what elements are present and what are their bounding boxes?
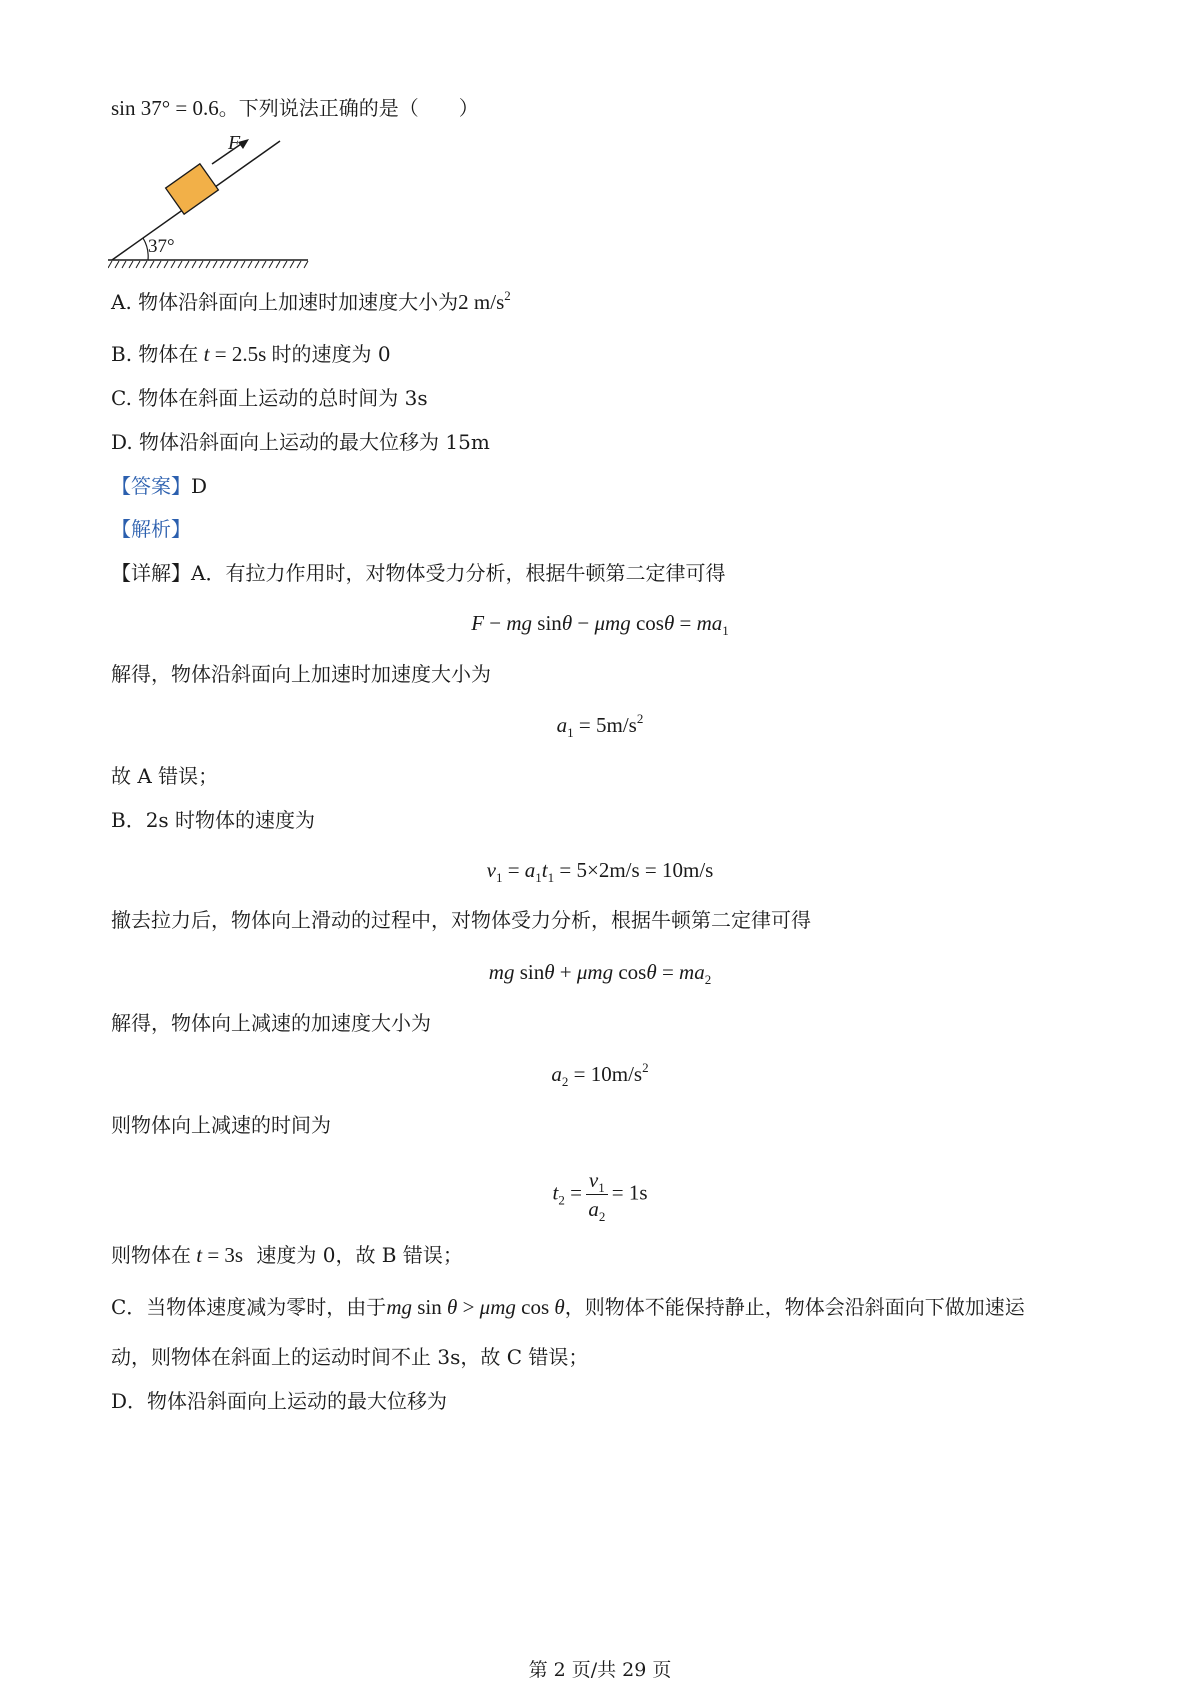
answer-line (111, 472, 207, 500)
option-a: A. 物体沿斜面向上加速时加速度大小为2 $m/s^2$ (111, 288, 511, 314)
detail-intro: A．有拉力作用时，对物体受力分析，根据牛顿第二定律可得 (191, 561, 726, 585)
b-intro-text: B．2s 时物体的速度为 (111, 808, 316, 832)
equation-a1: $a_1 = 5m/s^2$ (556, 711, 644, 740)
equation-newton-2: mg sinθ + μmg $\cos\theta = ma_2$ (488, 960, 712, 987)
a-wrong-text: 故 A 错误； (111, 764, 219, 788)
answer-label: 【答案】 (111, 474, 191, 498)
solve-a1-text: 解得，物体沿斜面向上加速时加速度大小为 (111, 662, 491, 686)
c-analysis-cont: 动，则物体在斜面上的运动时间不止 3s，故 C 错误； (111, 1345, 589, 1369)
equation-t2: $t_2$ = $\frac{v_1}{a_2}$ = 1s (552, 1168, 648, 1224)
angle-label: 37° (148, 236, 175, 257)
option-d: D. 物体沿斜面向上运动的最大位移为 15m (111, 430, 490, 454)
answer-value: D (191, 474, 208, 498)
question-intro (111, 94, 479, 122)
option-a-value: 2 $m/s^2$ (458, 288, 511, 314)
b-conclusion-time: t = 3s (196, 1243, 249, 1267)
intro-text: 。下列说法正确的是（ ） (218, 96, 479, 120)
option-b-time: t = 2.5s (203, 342, 272, 366)
equation-v1: $v_1 = a_1t_1 = 5\times 2m/s = 10m/s$ (486, 858, 714, 885)
c-analysis-line: C．当物体速度减为零时，由于mg sin θ > μmg cos θ，则物体不能保持静止，物体会沿斜面向下做加速运 (111, 1295, 1025, 1319)
b-conclusion: 则物体在 t = 3s 速度为 0，故 B 错误； (111, 1243, 463, 1267)
option-b: B. 物体在 t = 2.5s 时的速度为 0 (111, 342, 391, 366)
detail-label: 【详解】 (111, 561, 191, 585)
ground-hatching (108, 261, 308, 268)
option-c: C. 物体在斜面上运动的总时间为 3s (111, 386, 428, 410)
fraction-v1-a2: $\frac{v_1}{a_2}$ (586, 1168, 608, 1221)
page-footer: 第 2 页/共 29 页 (528, 1659, 672, 1681)
solve-a2-text: 解得，物体向上减速的加速度大小为 (111, 1011, 431, 1035)
incline-diagram (108, 135, 318, 270)
c-inequality: mg sin θ > μmg cos θ (386, 1295, 565, 1319)
decel-time-text: 则物体向上减速的时间为 (111, 1113, 331, 1137)
given-sine: sin 37° = 0.6 (111, 96, 219, 120)
equation-newton-1: F − mg sinθ − μmg $\cos\theta = ma_1$ (471, 611, 729, 638)
force-label: F (228, 135, 241, 154)
analysis-label: 【解析】 (111, 517, 191, 541)
block (166, 164, 219, 214)
after-remove-text: 撤去拉力后，物体向上滑动的过程中，对物体受力分析，根据牛顿第二定律可得 (111, 908, 811, 932)
detail-line (111, 559, 725, 587)
equation-a2: $a_2 = 10m/s^2$ (551, 1060, 649, 1089)
d-intro-text: D．物体沿斜面向上运动的最大位移为 (111, 1389, 448, 1413)
